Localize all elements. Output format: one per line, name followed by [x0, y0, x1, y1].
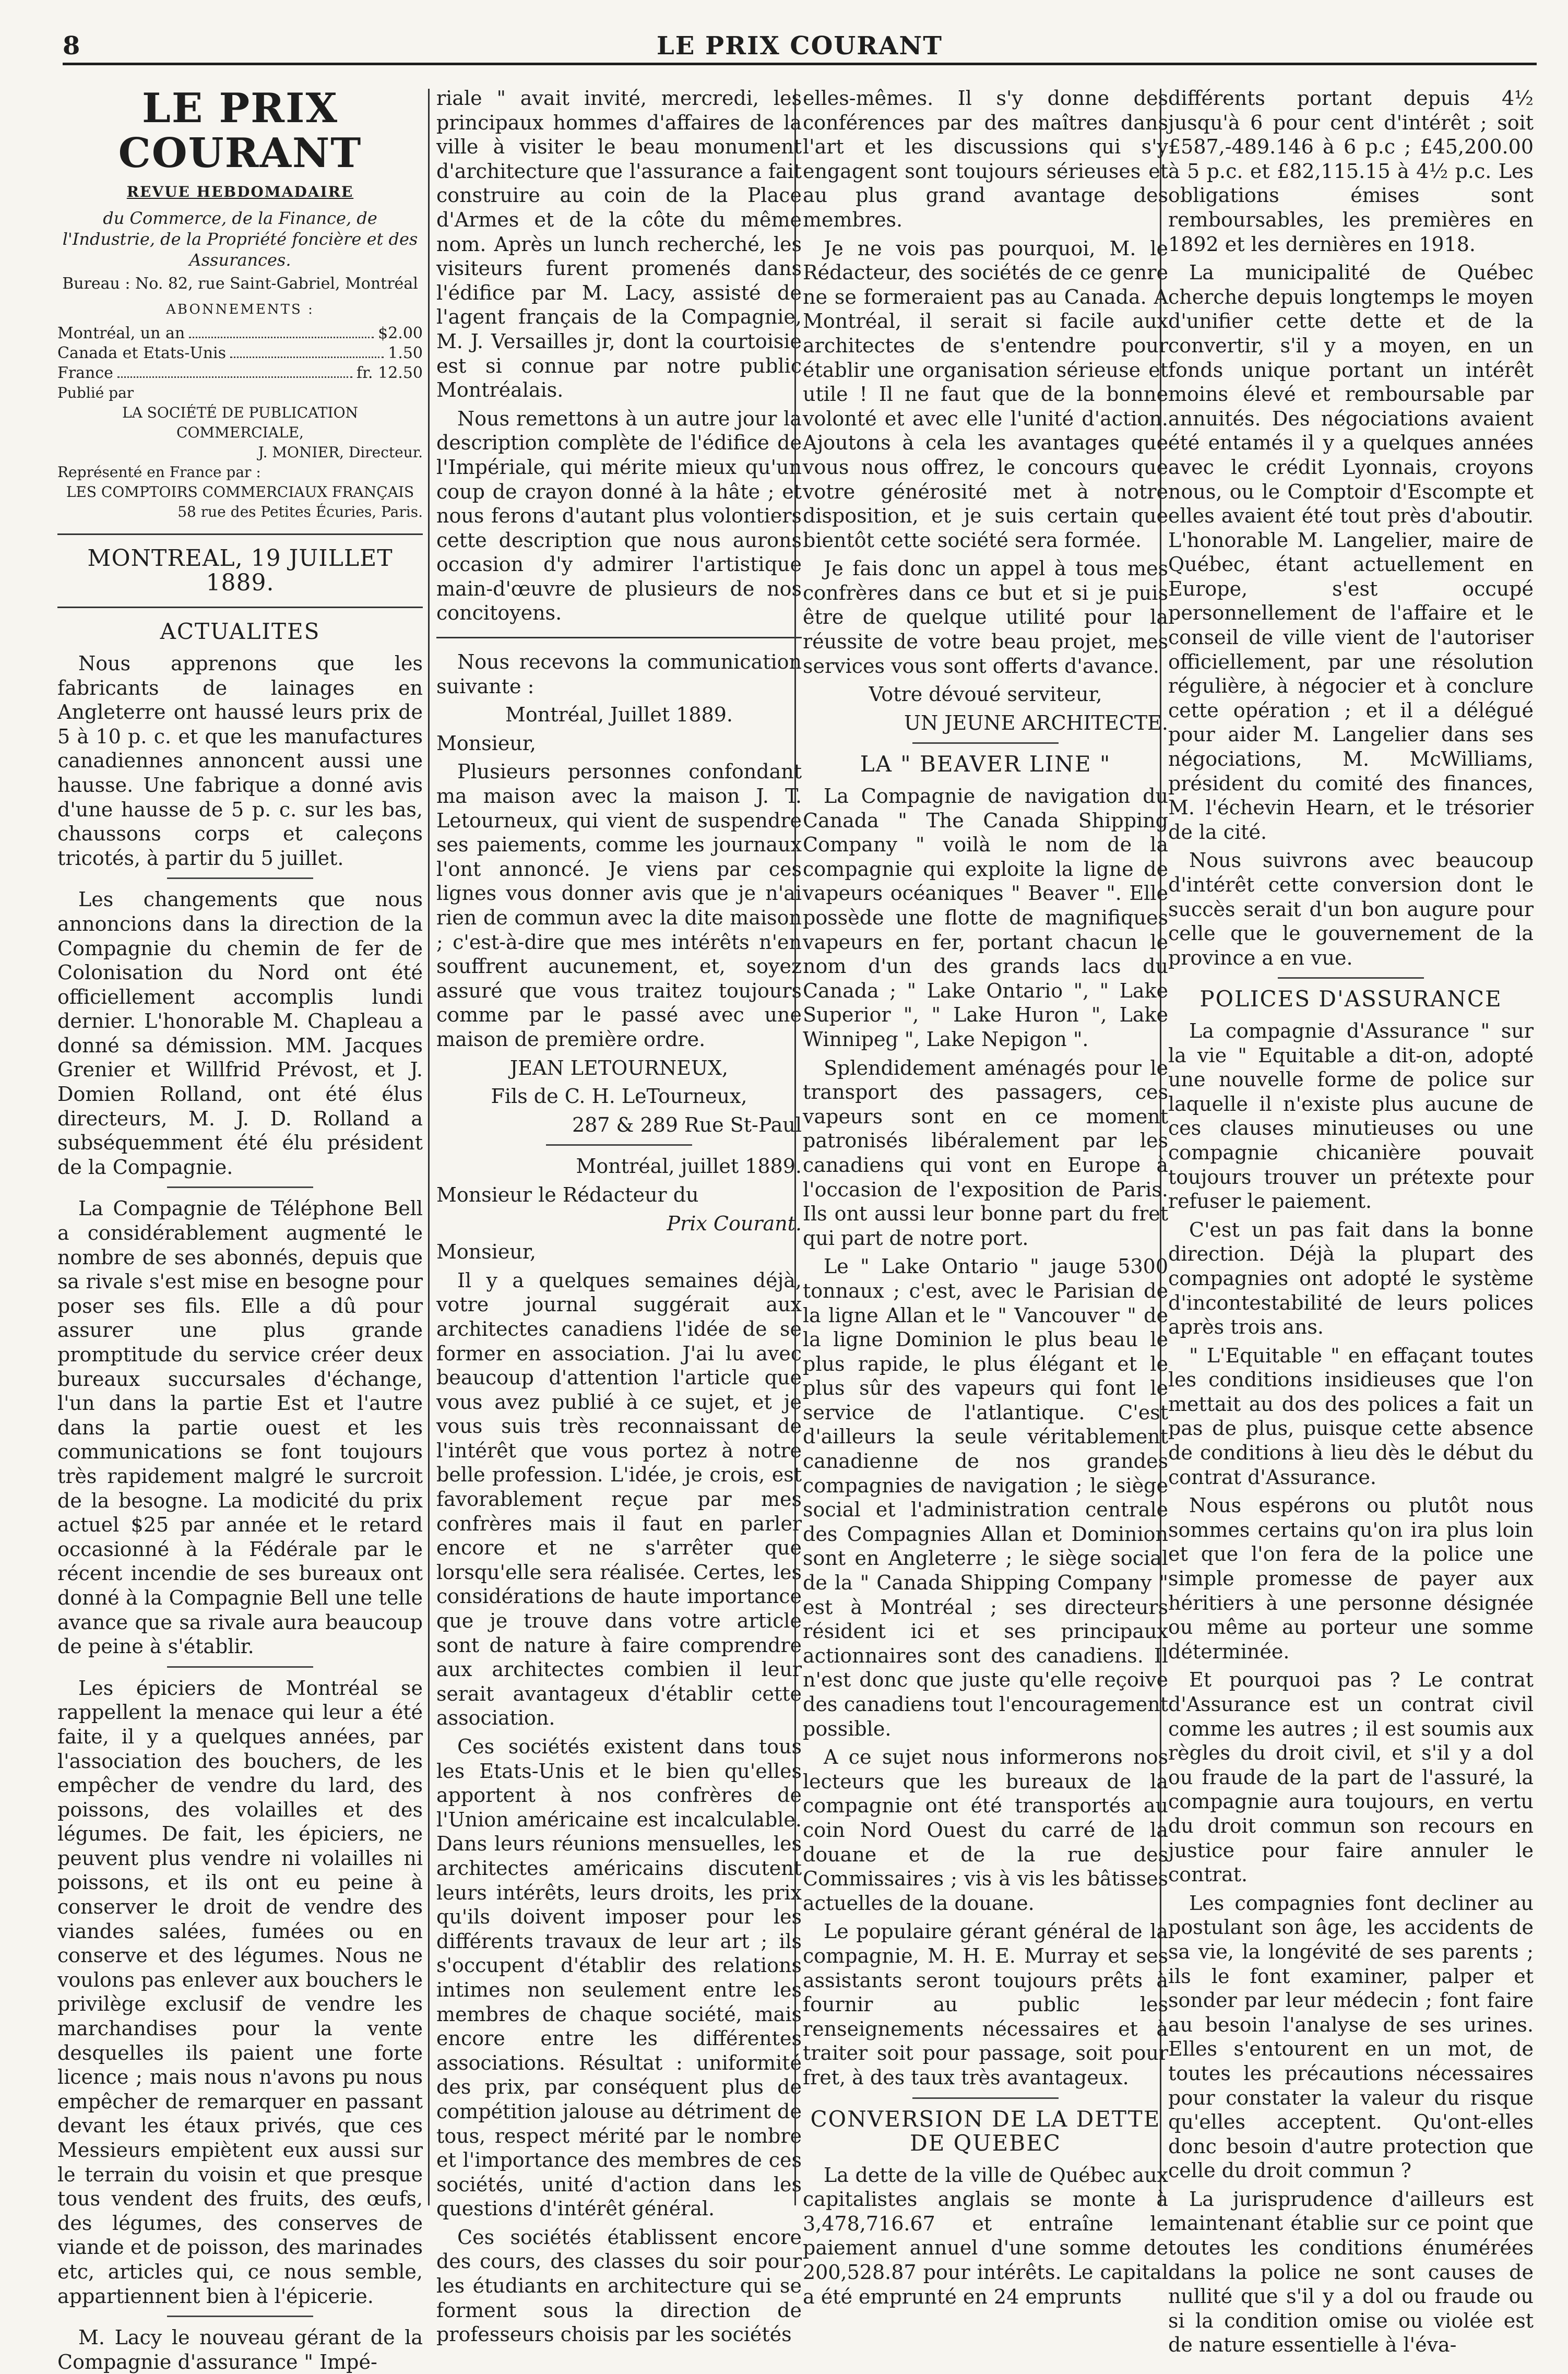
section-heading: DE QUEBEC	[910, 2130, 1061, 2156]
running-head	[63, 29, 1537, 65]
comptoirs: LES COMPTOIRS COMMERCIAUX FRANÇAIS	[66, 483, 414, 501]
comptoirs-address: 58 rue des Petites Écuries, Paris.	[177, 503, 423, 521]
rate-row: France fr. 12.50	[57, 364, 423, 383]
letter-date: Montréal, juillet 1889.	[576, 1155, 802, 1178]
letter-signature-line: 287 & 289 Rue St-Paul	[572, 1113, 802, 1136]
article-paragraph: La dette de la ville de Québec aux capitalistes anglais se monte à 3,478,716.67 et entraîne le paiement annuel d'une somme de 200,528.87 pour intérêts. Le capital a été emprunté en 24 emprunts	[803, 2163, 1168, 2308]
article-paragraph: " L'Equitable " en effaçant toutes les conditions insidieuses que l'on mettait au dos des polices a fait un pas de plus, puisque cette absence de conditions à lieu dès le début du contrat d'Assurance.	[1168, 1344, 1534, 1489]
article-paragraph: M. Lacy le nouveau gérant de la Compagnie d'assurance " Impé-	[57, 2326, 423, 2373]
letter-body: elles-mêmes. Il s'y donne des conférences par des maîtres dans l'art et les discussions qui s'y engagent sont toujours sérieuses et au plus grand avantage des membres.	[803, 87, 1168, 231]
letter-body: Ces sociétés établissent encore des cours, des classes du soir pour les étudiants en architecture qui se forment sous la direction de professeurs choisis par les sociétés	[436, 2225, 802, 2346]
section-heading: LA " BEAVER LINE "	[860, 751, 1111, 777]
dateline: MONTREAL, 19 JUILLET 1889.	[87, 545, 393, 596]
masthead-bureau: Bureau : No. 82, rue Saint-Gabriel, Montréal	[62, 274, 418, 293]
letter-closing: Votre dévoué serviteur,	[869, 683, 1102, 706]
masthead-description: du Commerce, de la Finance, de l'Industrie, de la Propriété foncière et des Assurances.	[62, 208, 418, 270]
page-number: 8	[63, 31, 80, 61]
article-paragraph: Nous remettons à un autre jour la description complète de l'édifice de l'Impériale, qui mérite mieux qu'un coup de crayon donné à la hâte ; et nous ferons d'autant plus volontiers cette description que nous aurons occasion d'y admirer l'artistique main-d'œuvre de plusieurs de nos concitoyens.	[436, 407, 802, 625]
article-paragraph: La Compagnie de Téléphone Bell a considérablement augmenté le nombre de ses abonnés, depuis que sa rivale s'est mise en besogne pour poser ses fils. Elle a dû pour assurer une plus grande promptitude du service créer deux bureaux succursales d'échange, l'un dans la partie Est et l'autre dans la partie ouest et les communications se font toujours très rapidement malgré le surcroit de la besogne. La modicité du prix actuel $25 par année et le retard occasionné à la Fédérale par le récent incendie de ses bureaux ont donné à la Compagnie Bell une telle avance que sa rivale aura beaucoup de peine à s'établir.	[57, 1197, 423, 1658]
rate-row: Montréal, un an $2.00	[57, 324, 423, 343]
column-2	[436, 86, 802, 2346]
article-paragraph: Nous apprenons que les fabricants de lainages en Angleterre ont haussé leurs prix de 5 à 10 p. c. et que les manufactures canadiennes annoncent aussi une hausse. Une fabrique a donné avis d'une hausse de 5 p. c. sur les bas, chaussons corps et caleçons tricotés, à partir du 5 juillet.	[57, 651, 423, 870]
represente: Représenté en France par :	[57, 464, 261, 481]
article-paragraph: Le populaire gérant général de la compagnie, M. H. E. Murray et ses assistants seront toujours prêts à fournir au public les renseignements nécessaires et à traiter soit pour passage, soit pour fret, à des taux très avantageux.	[803, 1920, 1168, 2089]
article-paragraph: différents portant depuis 4½ jusqu'à 6 pour cent d'intérêt ; soit £587,-489.146 à 6 p.c ; £45,200.00 à 5 p.c. et £82,115.15 à 4½ p.c. Les obligations émises sont remboursables, les premières en 1892 et les dernières en 1918.	[1168, 87, 1534, 256]
letter-signature-line: Fils de C. H. LeTourneux,	[491, 1085, 747, 1108]
column-3	[803, 86, 1168, 2308]
running-title: LE PRIX COURANT	[656, 31, 943, 61]
column-4	[1168, 86, 1534, 2357]
letter-body: Ces sociétés existent dans tous les Etats-Unis et le bien qu'elles apportent à nos confrères de l'Union américaine est incalculable. Dans leurs réunions mensuelles, les architectes américains discutent leurs intérêts, leurs droits, les prix qu'ils doivent imposer pour les différents travaux de leur art ; ils s'occupent d'établir des relations intimes non seulement entre les membres de chaque société, mais encore entre les différentes associations. Résultat : uniformité des prix, par conséquent plus de compétition jalouse au détriment de tous, respect mérité par le nombre et l'importance des membres de ces sociétés, unité d'action dans les questions d'intérêt général.	[436, 1735, 802, 2221]
letter-signature: UN JEUNE ARCHITECTE.	[904, 711, 1168, 734]
article-paragraph: Les épiciers de Montréal se rappellent la menace qui leur a été faite, il y a quelques années, par l'association des bouchers, de les empêcher de vendre du lard, des poissons, des volailles et des légumes. De fait, les épiciers, ne peuvent plus vendre ni volailles ni poissons, et ils ont eu peine à conserver le droit de vendre des viandes salées, fumées ou en conserve et des légumes. Nous ne voulons pas enlever aux bouchers le privilège exclusif de vendre les marchandises pour la vente desquelles ils paient une forte licence ; mais nous n'avons pu nous empêcher de remarquer en passant devant les étaux privés, que ces Messieurs empiètent eux aussi sur le terrain du voisin et que presque tous vendent des fruits, des œufs, des légumes, des conserves de viande et de poisson, des marinades etc, articles qui, ce nous semble, appartiennent bien à l'épicerie.	[57, 1676, 423, 2308]
letter-salutation: Monsieur,	[436, 731, 536, 755]
article-paragraph: Nous espérons ou plutôt nous sommes certains qu'on ira plus loin et que l'on fera de la police une simple promesse de payer aux héritiers à une personne désignée ou même au porteur une somme déterminée.	[1168, 1494, 1534, 1663]
article-paragraph: Splendidement aménagés pour le transport des passagers, ces vapeurs sont en ce moment patronisés libéralement par les canadiens qui vont en Europe à l'occasion de l'exposition de Paris. Ils ont aussi leur bonne part du fret qui part de notre port.	[803, 1056, 1168, 1250]
letter-addressee-paper: Prix Courant.	[667, 1212, 802, 1235]
letter-body: Je ne vois pas pourquoi, M. le Rédacteur, des sociétés de ce genre ne se formeraient pas au Canada. A Montréal, il serait si facile aux architectes de s'entendre pour établir une organisation sérieuse et utile ! Il ne faut que de la bonne volonté et avec elle l'unité d'action. Ajoutons à cela les avantages que vous nous offrez, le concours que votre générosité met à notre disposition, et je suis certain que bientôt cette société sera formée.	[803, 236, 1168, 552]
article-paragraph: Les changements que nous annoncions dans la direction de la Compagnie du chemin de fer de Colonisation du Nord ont été officiellement accomplis lundi dernier. L'honorable M. Chapleau a donné sa démission. MM. Jacques Grenier et Willfrid Prévost, et J. Domien Rolland, ont été élus directeurs, M. J. D. Rolland a subséquemment été élu président de la Compagnie.	[57, 888, 423, 1179]
section-heading: CONVERSION DE LA DETTE	[810, 2106, 1161, 2132]
article-paragraph: La municipalité de Québec cherche depuis longtemps le moyen d'unifier cette dette et de la convertir, s'il y a moyen, en un fonds unique portant un intérêt moins élevé et remboursable par annuités. Des négociations avaient été entamés il y a quelques années avec le crédit Lyonnais, croyons nous, ou le Comptoir d'Escompte et elles avaient été tout près d'aboutir. L'honorable M. Langelier, maire de Québec, étant actuellement en Europe, s'est occupé personnellement de l'affaire et le conseil de ville vient de l'autoriser officiellement, par une résolution régulière, à négocier et à conclure cette opération ; et il a délégué pour aider M. Langelier dans ses négociations, M. McWilliams, président du comité des finances, M. l'échevin Hearn, et le trésorier de la cité.	[1168, 261, 1534, 844]
publie-par: Publié par	[57, 384, 134, 402]
article-paragraph: Et pourquoi pas ? Le contrat d'Assurance est un contrat civil comme les autres ; il est soumis aux règles du droit civil, et s'il y a dol ou fraude de la part de l'assuré, la compagnie aura toujours, en vertu du droit commun son recours en justice pour faire annuler le contrat.	[1168, 1668, 1534, 1886]
letter-salutation: Monsieur,	[436, 1240, 536, 1264]
rate-row: Canada et Etats-Unis 1.50	[57, 344, 423, 363]
article-paragraph: La Compagnie de navigation du Canada " The Canada Shipping Company " voilà le nom de la compagnie qui exploite la ligne de vapeurs océaniques " Beaver ". Elle possède une flotte de magnifiques vapeurs en fer, portant chacun le nom d'un des grands lacs du Canada ; " Lake Ontario ", " Lake Superior ", " Lake Huron ", Lake Winnipeg ", Lake Nepigon ".	[803, 785, 1168, 1051]
masthead-subtitle: REVUE HEBDOMADAIRE	[126, 183, 354, 200]
column-1	[57, 85, 423, 2373]
letter-signature: JEAN LETOURNEUX,	[510, 1056, 728, 1079]
article-paragraph: A ce sujet nous informerons nos lecteurs que les bureaux de la compagnie ont été transportés au coin Nord Ouest du carré de la douane et de la rue des Commissaires ; vis à vis les bâtisses actuelles de la douane.	[803, 1746, 1168, 1915]
publisher: LA SOCIÉTÉ DE PUBLICATION COMMERCIALE,	[122, 404, 359, 442]
article-paragraph: La compagnie d'Assurance " sur la vie " Equitable a dit-on, adopté une nouvelle forme de police sur laquelle il n'existe plus aucune de ces clauses minutieuses ou une compagnie chicanière pouvait toujours trouver un prétexte pour refuser le paiement.	[1168, 1019, 1534, 1213]
letter-addressee: Monsieur le Rédacteur du	[436, 1183, 699, 1206]
article-paragraph: Nous suivrons avec beaucoup d'intérêt cette conversion dont le succès serait d'un bon augure pour celle que le gouvernement de la province a en vue.	[1168, 849, 1534, 969]
director: J. MONIER, Directeur.	[258, 444, 423, 461]
column-rule	[428, 89, 430, 2205]
letter-date: Montréal, Juillet 1889.	[505, 703, 733, 727]
article-paragraph: Le " Lake Ontario " jauge 5300 tonnaux ; c'est, avec le Parisian de la ligne Allan et le " Vancouver " de la ligne Dominion le plus beau le plus rapide, le plus élégant et le plus sûr des vapeurs qui font le service de l'atlantique. C'est d'ailleurs la seule véritablement canadienne de nos grandes compagnies de navigation ; le siège social et l'administration centrale des Compagnies Allan et Dominion sont en Angleterre ; le siège social de la " Canada Shipping Company " est à Montréal ; ses directeurs résident ici et ses principaux actionnaires sont des canadiens. Il n'est donc que juste qu'elle reçoive des canadiens tout l'encouragement possible.	[803, 1255, 1168, 1740]
article-paragraph: C'est un pas fait dans la bonne direction. Déjà la plupart des compagnies ont adopté le système d'incontestabilité de leurs polices après trois ans.	[1168, 1218, 1534, 1339]
section-heading: POLICES D'ASSURANCE	[1199, 986, 1502, 1012]
article-paragraph: Nous recevons la communication suivante :	[436, 650, 802, 698]
abonnements-label: ABONNEMENTS :	[166, 301, 314, 317]
article-paragraph: Les compagnies font decliner au postulant son âge, les accidents de sa vie, la longévité de ses parents ; ils le font examiner, palper et sonder par leur médecin ; font faire au besoin l'analyse de ses urines. Elles s'entourent en un mot, de toutes les précautions nécessaires pour constater la valeur du risque qu'elles acceptent. Qu'ont-elles donc besoin d'autre protection que celle du droit commun ?	[1168, 1891, 1534, 2182]
letter-body: Il y a quelques semaines déjà, votre journal suggérait aux architectes canadiens l'idée de se former en association. J'ai lu avec beaucoup d'attention l'article que vous avez publié à ce sujet, et je vous suis très reconnaissant de l'intérêt que vous portez à notre belle profession. L'idée, je crois, est favorablement reçue par mes confrères mais il faut en parler encore et ne s'arrêter que lorsqu'elle sera réalisée. Certes, les considérations de haute importance que je trouve dans votre article sont de nature à faire comprendre aux architectes combien il leur serait avantageux d'établir cette association.	[436, 1268, 802, 1730]
section-heading: ACTUALITES	[160, 619, 320, 645]
article-paragraph: La jurisprudence d'ailleurs est maintenant établie sur ce point que toutes les conditions énumérées dans la police ne sont causes de nullité que s'il y a dol ou fraude ou si la condition omise ou violée est de nature essentielle à l'éva-	[1168, 2187, 1534, 2357]
letter-body: Je fais donc un appel à tous mes confrères dans ce but et si je puis être de quelque utilité pour la réussite de votre beau projet, mes services vous sont offerts d'avance.	[803, 557, 1168, 678]
letter-body: Plusieurs personnes confondant ma maison avec la maison J. T. Letourneux, qui vient de suspendre ses paiements, comme les journaux l'ont annoncé. Je viens par ces lignes vous donner avis que je n'ai rien de commun avec la dite maison ; c'est-à-dire que mes intérêts n'en souffrent aucunement, et, soyez assuré que vous traitez toujours comme par le passé avec une maison de première ordre.	[436, 760, 802, 1051]
article-paragraph: riale " avait invité, mercredi, les principaux hommes d'affaires de la ville à visiter le beau monument d'architecture que l'assurance a fait construire au coin de la Place d'Armes et de la côte du même nom. Après un lunch recherché, les visiteurs furent promenés dans l'édifice par M. Lacy, assisté de l'agent français de la Compagnie, M. J. Versailles jr, dont la courtoisie est si connue par notre public Montréalais.	[436, 87, 802, 402]
masthead-title: LE PRIX COURANT	[118, 85, 362, 177]
